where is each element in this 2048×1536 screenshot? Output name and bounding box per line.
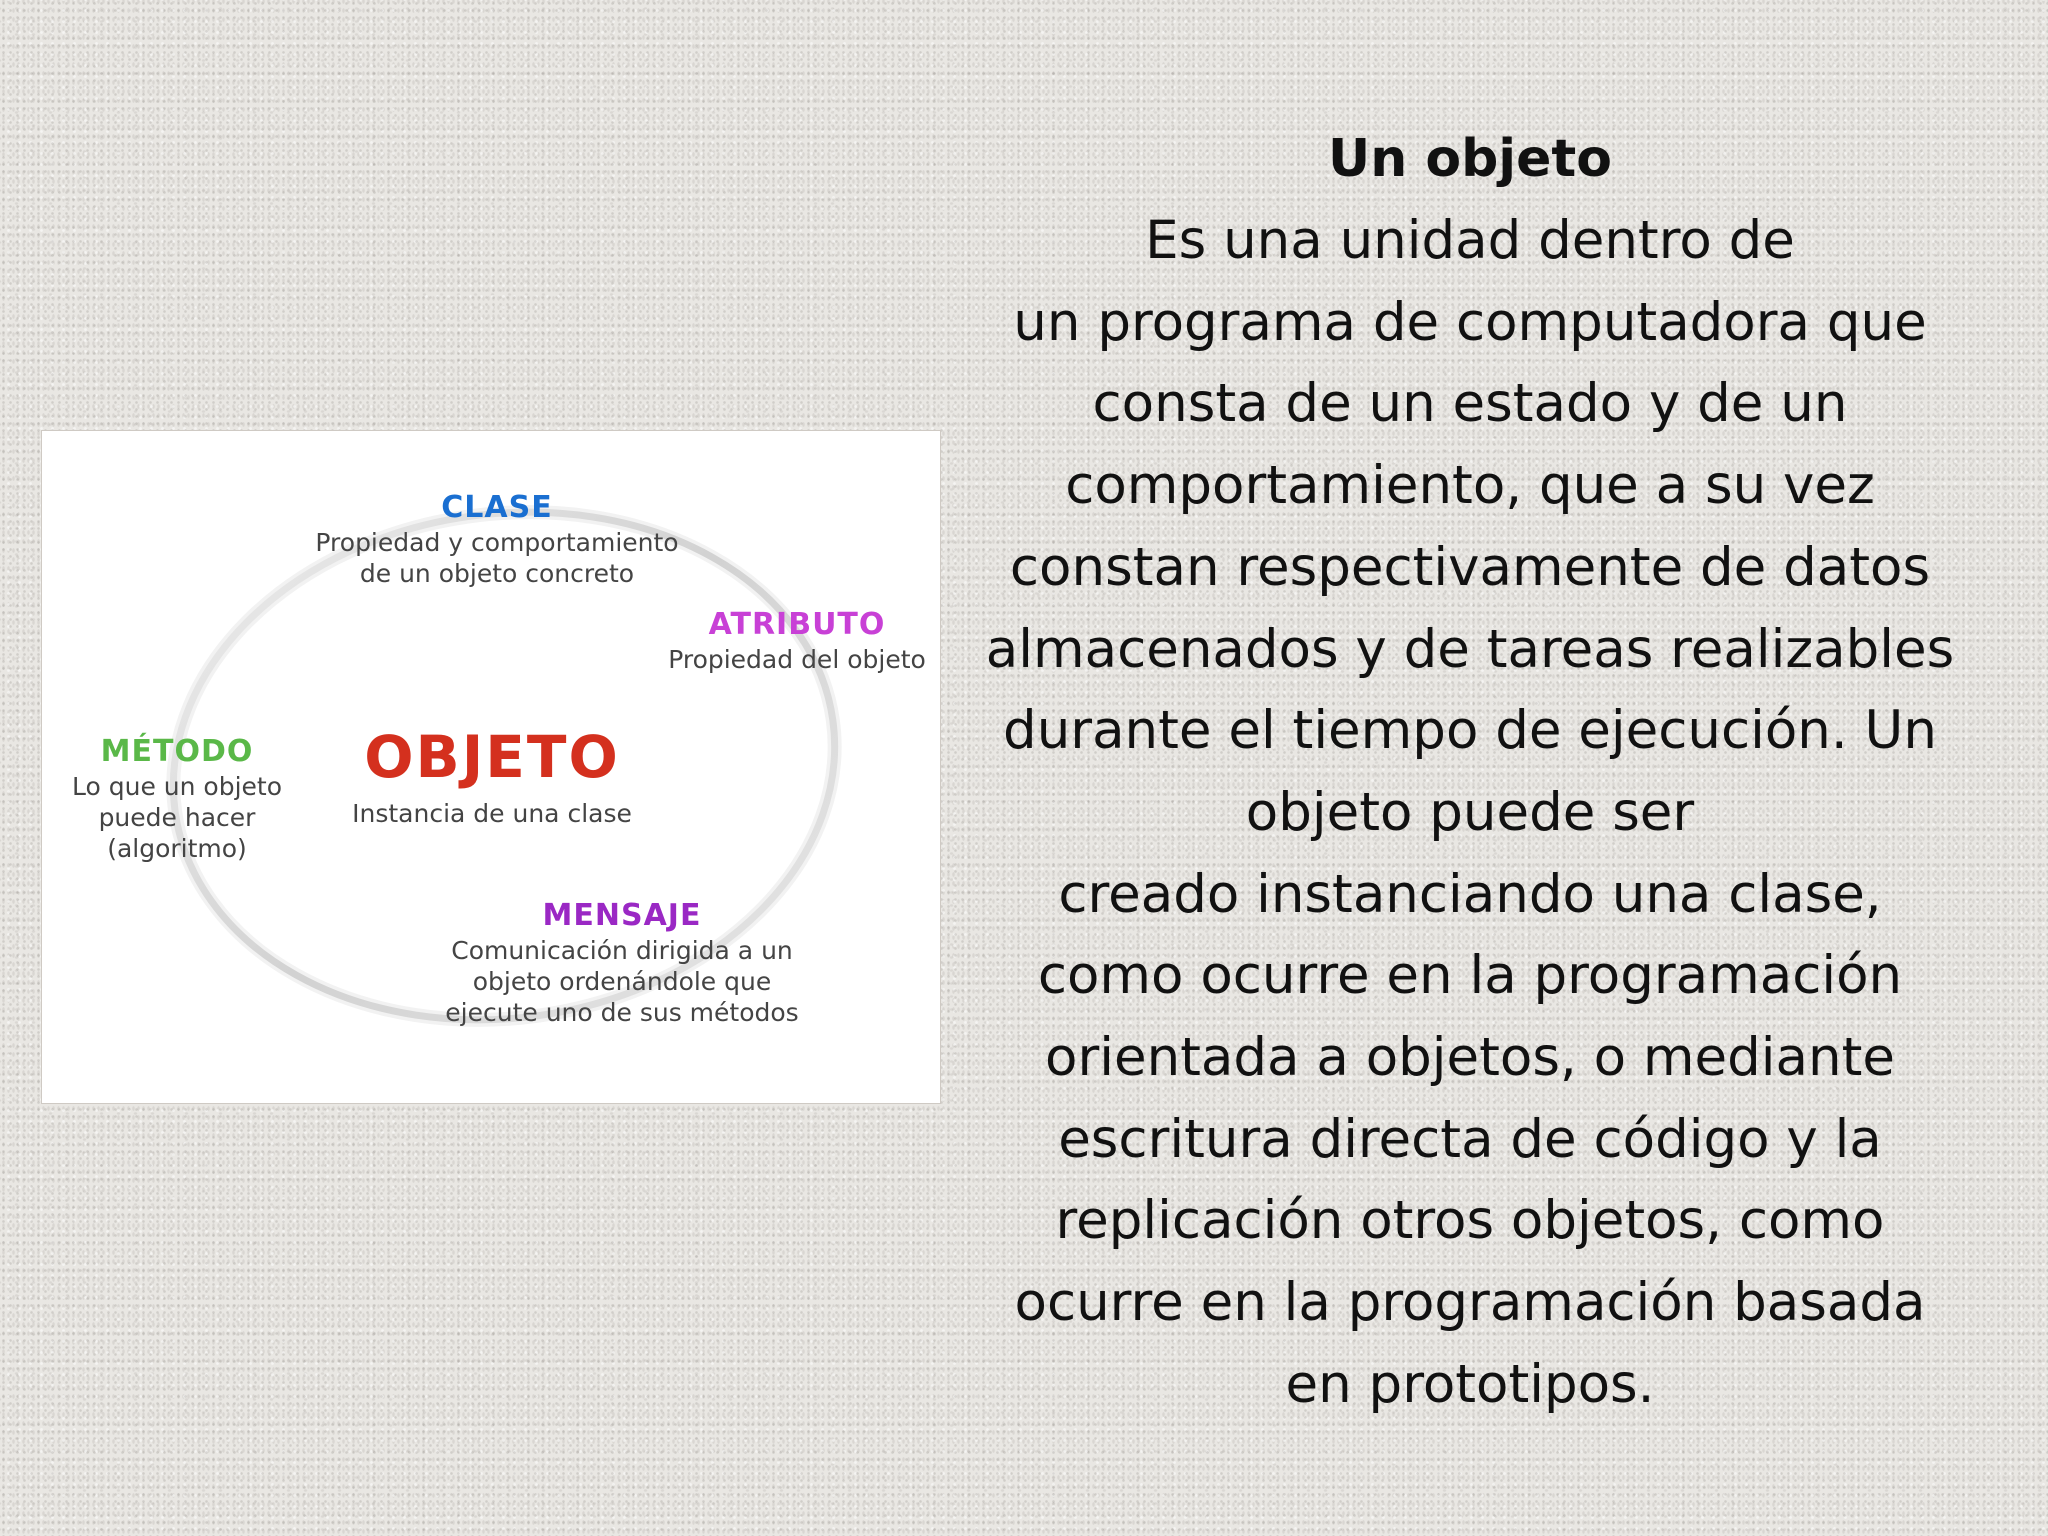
objeto-desc-line1: Instancia de una clase: [352, 798, 632, 828]
body-line: replicación otros objetos, como: [1055, 1190, 1885, 1252]
clase-heading: CLASE: [441, 490, 553, 525]
definition-body: [970, 200, 1970, 1426]
clase-desc-line1: Propiedad y comportamiento: [315, 527, 679, 557]
mensaje-desc-line3: ejecute uno de sus métodos: [445, 998, 799, 1027]
mensaje-desc-line2: objeto ordenándole que: [472, 966, 772, 996]
metodo-label: [62, 733, 292, 864]
body-line: creado instanciando una clase,: [1058, 863, 1882, 925]
body-line: constan respectivamente de datos: [1009, 536, 1931, 598]
mensaje-heading: MENSAJE: [542, 898, 702, 933]
mensaje-desc-line1: Comunicación dirigida a un: [451, 935, 793, 965]
body-line: orientada a objetos, o mediante: [1045, 1027, 1895, 1089]
object-concept-diagram: [41, 430, 941, 1104]
body-line: en prototipos.: [1285, 1353, 1655, 1415]
body-line: como ocurre en la programación: [1037, 945, 1903, 1007]
body-line: consta de un estado y de un: [1092, 373, 1848, 435]
body-line: comportamiento, que a su vez: [1065, 455, 1875, 517]
body-line: escritura directa de código y la: [1058, 1108, 1882, 1170]
body-line: durante el tiempo de ejecución. Un: [1003, 700, 1937, 762]
metodo-heading: MÉTODO: [100, 734, 254, 769]
objeto-label: [327, 721, 657, 829]
body-line: Es una unidad dentro de: [1145, 210, 1795, 271]
atributo-heading: ATRIBUTO: [708, 607, 886, 642]
atributo-label: [642, 606, 952, 675]
mensaje-label: [402, 897, 842, 1028]
body-line: ocurre en la programación basada: [1014, 1272, 1926, 1334]
body-line: objeto puede ser: [1245, 781, 1695, 843]
atributo-desc-line1: Propiedad del objeto: [668, 644, 926, 674]
definition-text-block: [970, 118, 1970, 1426]
objeto-heading: OBJETO: [364, 723, 620, 791]
metodo-desc-line1: Lo que un objeto: [72, 771, 282, 801]
clase-desc-line2: de un objeto concreto: [359, 558, 635, 588]
body-line: un programa de computadora que: [1013, 291, 1927, 353]
slide-title: Un objeto: [1328, 129, 1612, 189]
clase-label: [272, 489, 722, 589]
body-line: almacenados y de tareas realizables: [985, 618, 1955, 680]
metodo-desc-line2: puede hacer: [98, 802, 256, 832]
metodo-desc-line3: (algoritmo): [107, 834, 247, 863]
